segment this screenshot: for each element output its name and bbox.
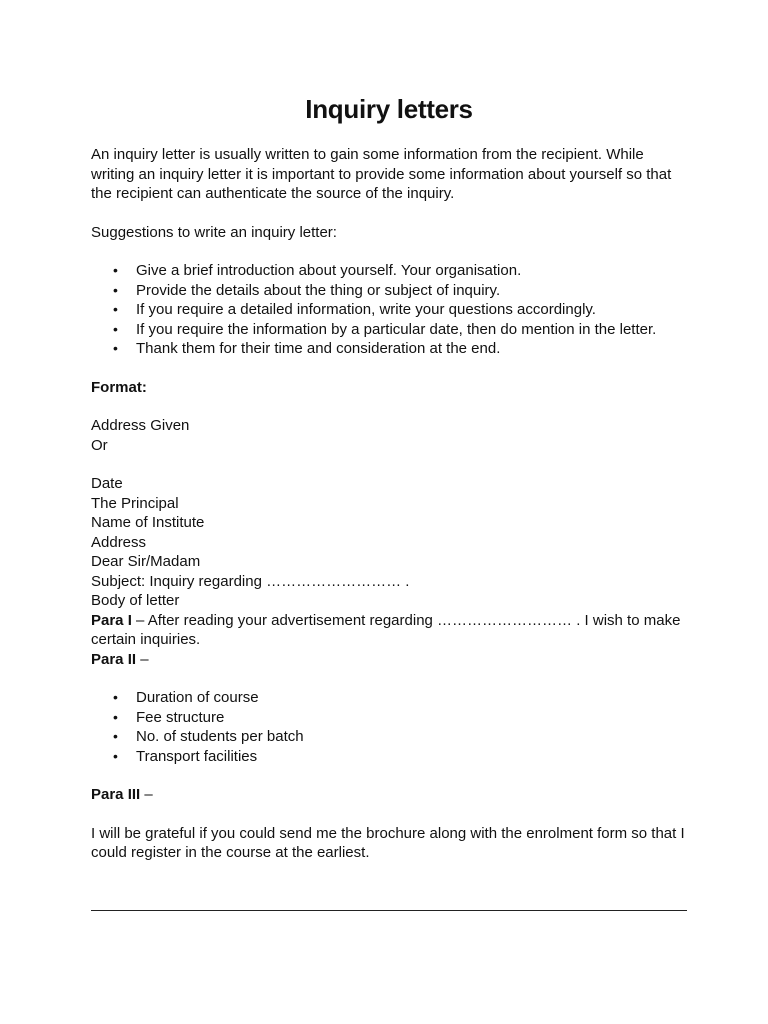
para2-dash: – [136, 650, 149, 668]
salutation-line: Dear Sir/Madam [91, 553, 201, 570]
list-item: • Transport facilities [91, 747, 687, 767]
list-item: • No. of students per batch [91, 727, 687, 747]
format-heading: Format: [91, 378, 147, 396]
para3-dash: – [140, 786, 153, 803]
para1-paragraph [91, 611, 687, 650]
para3-heading [91, 785, 687, 805]
para1-text: – After reading your advertisement regarding ……………………… . I wish to make certain inquiries. [91, 611, 681, 648]
page-title: Inquiry letters [305, 94, 473, 124]
list-item: • Fee structure [91, 708, 687, 728]
list-item: • Give a brief introduction about yourself. Your organisation. [91, 261, 687, 281]
list-item: • Thank them for their time and consideration at the end. [91, 339, 687, 359]
footer-divider [91, 910, 687, 911]
date-line: Date [91, 475, 123, 492]
list-item: • Duration of course [91, 688, 687, 708]
suggestions-list [91, 261, 687, 359]
suggestions-heading: Suggestions to write an inquiry letter: [91, 223, 337, 241]
para2-list [91, 688, 687, 766]
para1-label: Para I [91, 611, 132, 629]
address-given-line: Address Given [91, 417, 190, 434]
institute-line: Name of Institute [91, 514, 205, 531]
para2-label: Para II [91, 650, 137, 668]
recipient-line: The Principal [91, 494, 179, 512]
para3-label: Para III [91, 786, 141, 803]
intro-paragraph: An inquiry letter is usually written to gain some information from the recipient. While writing an inquiry letter it is important to provide some information about yourself so that the recipient can authenticate the source of the inquiry. [91, 146, 672, 202]
closing-paragraph: I will be grateful if you could send me the brochure along with the enrolment form so that I could register in the course at the earliest. [91, 824, 685, 861]
subject-line: Subject: Inquiry regarding ……………………… . [91, 572, 410, 590]
para2-heading [91, 650, 687, 670]
document-page [91, 92, 687, 863]
list-item: • If you require a detailed information, write your questions accordingly. [91, 300, 687, 320]
list-item: • Provide the details about the thing or subject of inquiry. [91, 281, 687, 301]
list-item: • If you require the information by a particular date, then do mention in the letter. [91, 320, 687, 340]
or-line: Or [91, 436, 108, 454]
body-label-line: Body of letter [91, 592, 180, 609]
address-line: Address [91, 533, 147, 551]
